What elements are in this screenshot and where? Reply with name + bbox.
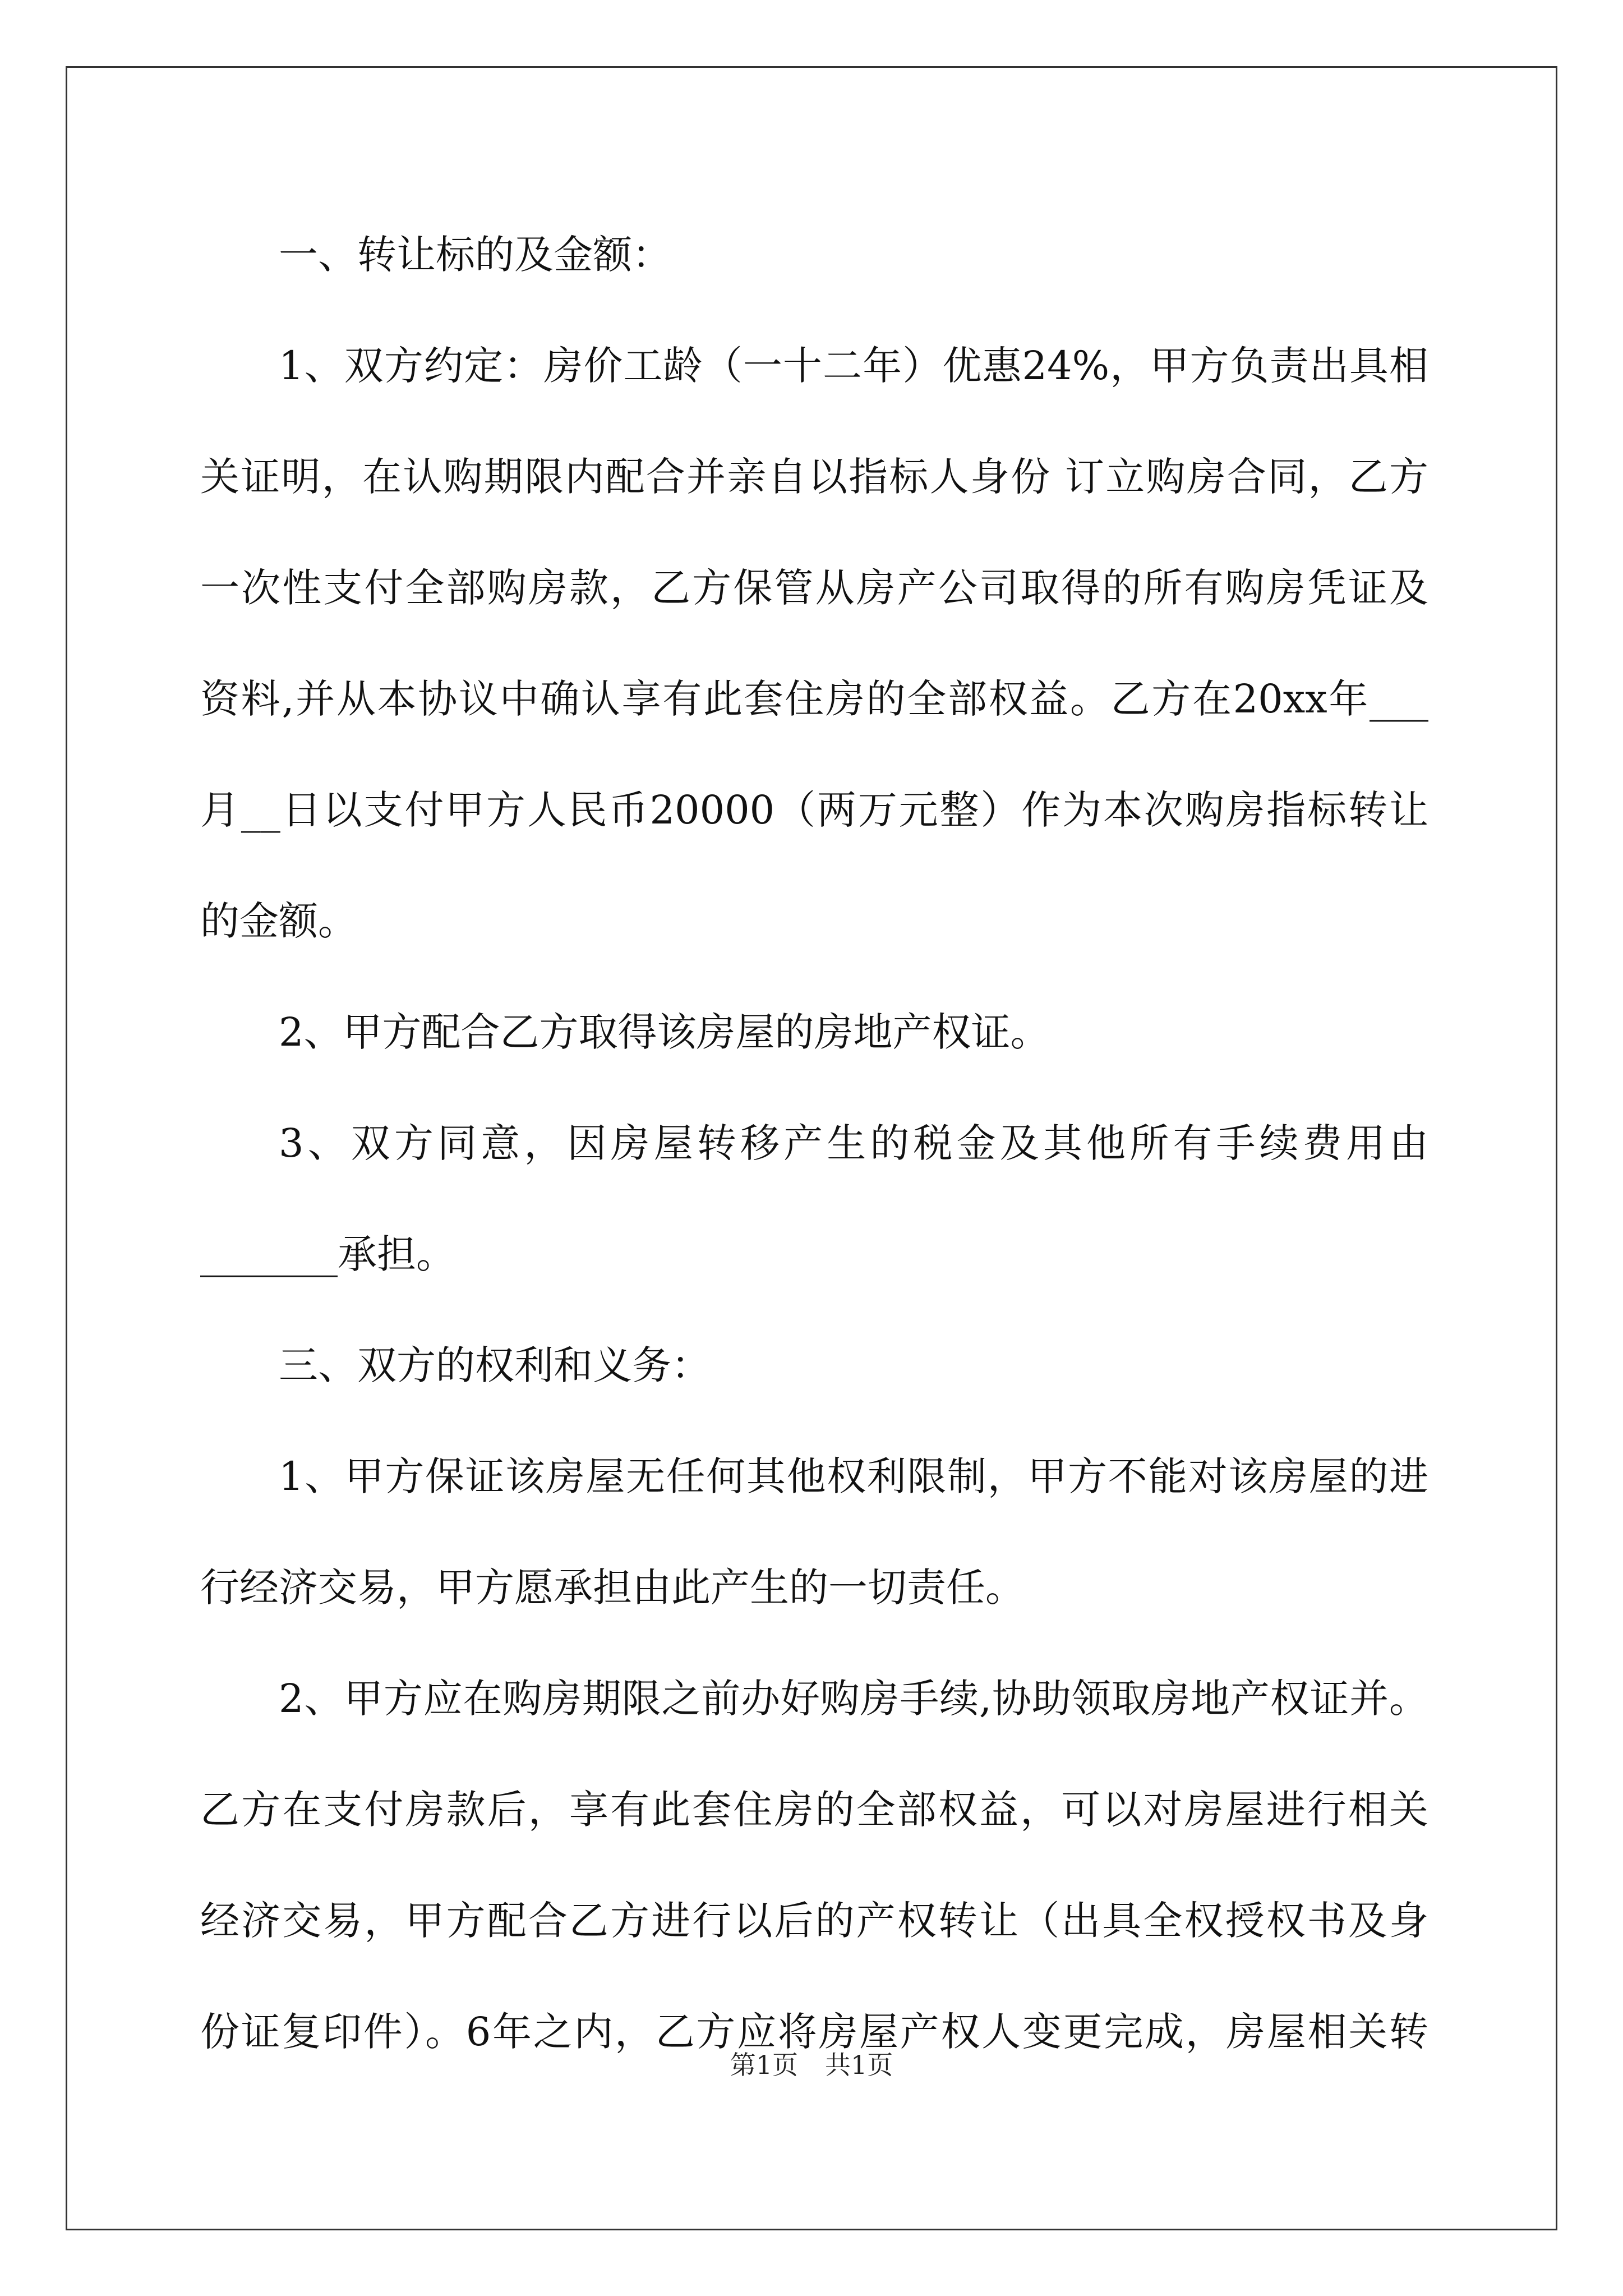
text-line: 关证明，在认购期限内配合并亲自以指标人身份 订立购房合同，乙方 xyxy=(200,454,1428,500)
page-total: 共1页 xyxy=(825,2050,893,2080)
text-line: 的金额。 xyxy=(200,898,357,944)
text-line: 3、双方同意，因房屋转移产生的税金及其他所有手续费用由 xyxy=(279,1120,1428,1166)
text-line: 资料,并从本协议中确认享有此套住房的全部权益。乙方在20xx年___ xyxy=(200,676,1428,722)
text-line: 1、甲方保证该房屋无任何其他权利限制，甲方不能对该房屋的进 xyxy=(279,1453,1428,1499)
text-line: _______承担。 xyxy=(200,1231,455,1277)
text-line: 经济交易，甲方配合乙方进行以后的产权转让（出具全权授权书及身 xyxy=(200,1898,1428,1944)
page-number: 第1页 xyxy=(730,2050,798,2080)
text-line: 一、转让标的及金额： xyxy=(279,232,671,278)
text-line: 乙方在支付房款后，享有此套住房的全部权益，可以对房屋进行相关 xyxy=(200,1787,1428,1833)
text-line: 月__日以支付甲方人民币20000（两万元整）作为本次购房指标转让 xyxy=(200,787,1428,833)
text-line: 三、双方的权利和义务： xyxy=(279,1342,711,1388)
text-line: 行经济交易，甲方愿承担由此产生的一切责任。 xyxy=(200,1565,1025,1611)
text-line: 2、甲方应在购房期限之前办好购房手续,协助领取房地产权证并。 xyxy=(279,1676,1428,1722)
text-line: 份证复印件）。6年之内，乙方应将房屋产权人变更完成，房屋相关转 xyxy=(200,2009,1428,2055)
text-line: 一次性支付全部购房款，乙方保管从房产公司取得的所有购房凭证及 xyxy=(200,565,1428,611)
page-footer xyxy=(0,2045,1623,2082)
document-body xyxy=(200,199,1428,2087)
text-line: 2、甲方配合乙方取得该房屋的房地产权证。 xyxy=(279,1009,1050,1055)
text-line: 1、双方约定：房价工龄（一十二年）优惠24%，甲方负责出具相 xyxy=(279,343,1428,389)
